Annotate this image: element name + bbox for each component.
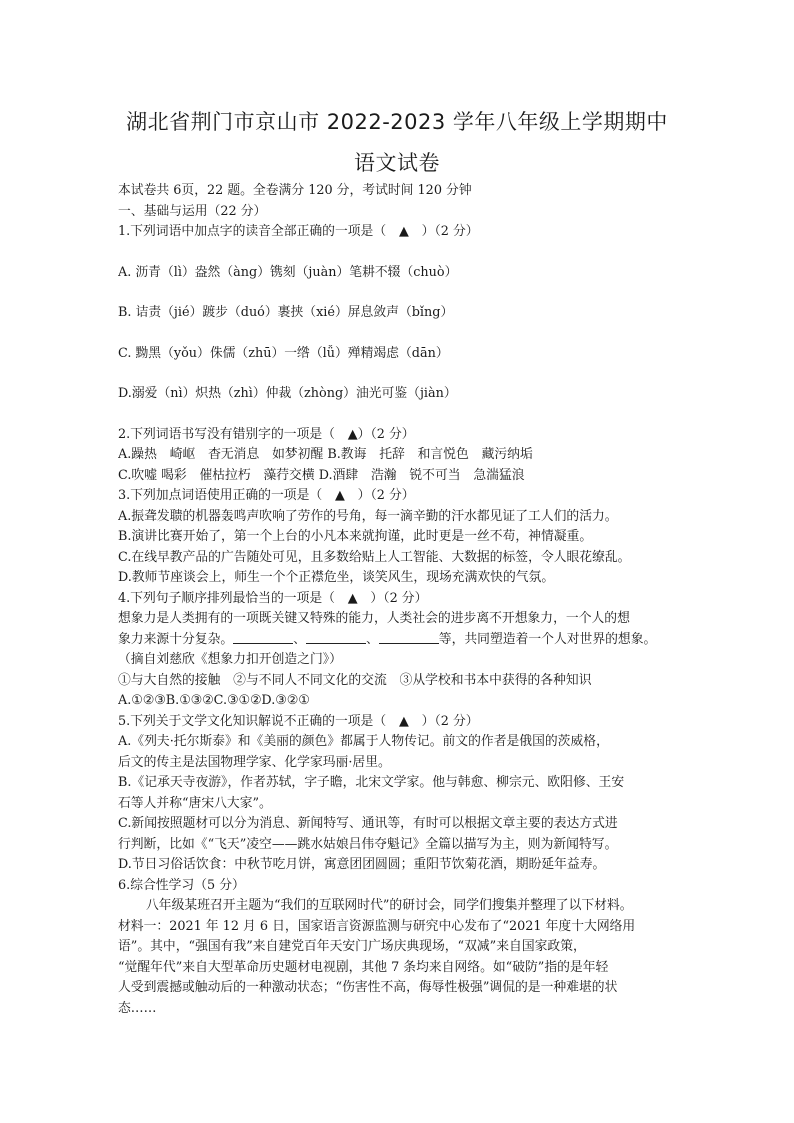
q6-material-line: 态…… <box>118 1000 157 1016</box>
exam-body <box>118 181 690 1019</box>
q1-option-a: A. 沥青（lì）盎然（àng）镌刻（juàn）笔耕不辍（chuò） <box>118 264 458 280</box>
q5-option-a: A.《列夫·托尔斯泰》和《美丽的颜色》都属于人物传记。前文的作者是俄国的茨威格， <box>118 734 609 749</box>
q2-options-cd: C.吹嘘 喝彩 催枯拉朽 藻荇交横 D.酒肆 浩瀚 锐不可当 急湍猛浪 <box>118 467 525 483</box>
q6-paragraph: 八年级某班召开主题为“我们的互联网时代”的研讨会，同学们搜集并整理了以下材料。 <box>146 898 633 913</box>
q5-option-b-cont: 石等人并称“唐宋八大家”。 <box>118 795 272 811</box>
q3-option-b: B.演讲比赛开始了，第一个上台的小凡本来就拘谨，此时更是一丝不苟，神情凝重。 <box>118 529 593 544</box>
q4-answer-options: A.①②③B.①③②C.③①②D.③②① <box>118 693 310 708</box>
exam-instructions: 本试卷共 6页，22 题。全卷满分 120 分，考试时间 120 分钟 <box>118 183 472 198</box>
q4-passage-line-2 <box>118 630 690 651</box>
q6-material-line: 人受到震撼或触动后的一种激动状态；“伤害性不高，侮辱性极强”调侃的是一种难堪的状 <box>118 980 618 995</box>
q5-option-c-cont: 行判断，比如《“飞天”凌空——跳水姑娘吕伟夺魁记》全篇以描写为主，则为新闻特写。 <box>118 836 618 852</box>
q4-source: （摘自刘慈欣《想象力扣开创造之门》） <box>118 652 342 667</box>
q3-option-c: C.在线早教产品的广告随处可见，且多数给贴上人工智能、大数据的标签，令人眼花缭乱。 <box>118 549 631 565</box>
blank-separator: 、 <box>365 631 379 647</box>
q6-material-line: 语”。其中，“强国有我”来自建党百年天安门广场庆典现场，“双减”来自国家政策， <box>118 939 586 954</box>
exam-title: 湖北省荆门市京山市 2022-2023 学年八年级上学期期中 <box>126 110 668 134</box>
q5-option-c: C.新闻按照题材可以分为消息、新闻特写、通讯等，有时可以根据文章主要的表达方式进 <box>118 816 618 831</box>
q1-option-c: C. 黝黑（yǒu）侏儒（zhū）一绺（lǚ）殚精竭虑（dān） <box>118 345 449 361</box>
q5-option-d: D.节日习俗话饮食：中秋节吃月饼，寓意团团圆圆；重阳节饮菊花酒，期盼延年益寿。 <box>118 857 606 872</box>
exam-subtitle: 语文试卷 <box>354 151 440 175</box>
q3-option-a: A.振聋发聩的机器轰鸣声吹响了劳作的号角，每一滴辛勤的汗水都见证了工人们的活力。 <box>118 508 618 524</box>
section-heading: 一、基础与运用（22 分） <box>118 203 267 219</box>
question-3: 3.下列加点词语使用正确的一项是（ ▲ ）（2 分） <box>118 488 415 503</box>
question-1: 1.下列词语中加点字的读音全部正确的一项是（ ▲ ）（2 分） <box>118 224 479 239</box>
q4-sentence-choices: ①与大自然的接触 ②与不同人不同文化的交流 ③从学校和书本中获得的各种知识 <box>118 672 592 688</box>
q6-material-line: 材料一：2021 年 12 月 6 日，国家语言资源监测与研究中心发布了“2021 年度十大网络用 <box>118 918 636 934</box>
q4-passage-lead: 象力来源十分复杂。 <box>118 631 234 647</box>
q3-option-d: D.教师节座谈会上，师生一个个正襟危坐，谈笑风生，现场充满欢快的气氛。 <box>118 570 555 585</box>
q2-options-ab: A.躁热 崎岖 杳无消息 如梦初醒 B.教诲 托辞 和言悦色 藏污纳垢 <box>118 447 533 462</box>
q6-material-line: “觉醒年代”来自大型革命历史题材电视剧，其他 7 条均来自网络。如“破防”指的是年轻 <box>118 959 609 975</box>
q5-option-a-cont: 后文的传主是法国物理学家、化学家玛丽·居里。 <box>118 754 391 770</box>
q5-option-b: B.《记承天寺夜游》，作者苏轼，字子瞻，北宋文学家。他与韩愈、柳宗元、欧阳修、王安 <box>118 775 625 790</box>
q4-passage-tail: 等，共同塑造着一个人对世界的想象。 <box>438 631 657 647</box>
q4-passage-line-1: 想象力是人类拥有的一项既关键又特殊的能力，人类社会的进步离不开想象力，一个人的想 <box>118 611 630 626</box>
q1-option-d: D.溺爱（nì）炽热（zhì）仲裁（zhòng）油光可鉴（jiàn） <box>118 386 457 401</box>
question-2: 2.下列词语书写没有错别字的一项是（ ▲）（2 分） <box>118 426 415 442</box>
answer-blank <box>233 631 293 644</box>
question-5: 5.下列关于文学文化知识解说不正确的一项是（ ▲ ）（2 分） <box>118 713 479 729</box>
blank-separator: 、 <box>293 631 306 647</box>
question-4: 4.下列句子顺序排列最恰当的一项是（ ▲ ）（2 分） <box>118 590 428 606</box>
question-6: 6.综合性学习（5 分） <box>118 877 245 893</box>
answer-blank <box>306 631 366 644</box>
answer-blank <box>379 631 439 644</box>
q1-option-b: B. 诘责（jié）踱步（duó）裹挟（xié）屏息敛声（bǐng） <box>118 305 454 320</box>
